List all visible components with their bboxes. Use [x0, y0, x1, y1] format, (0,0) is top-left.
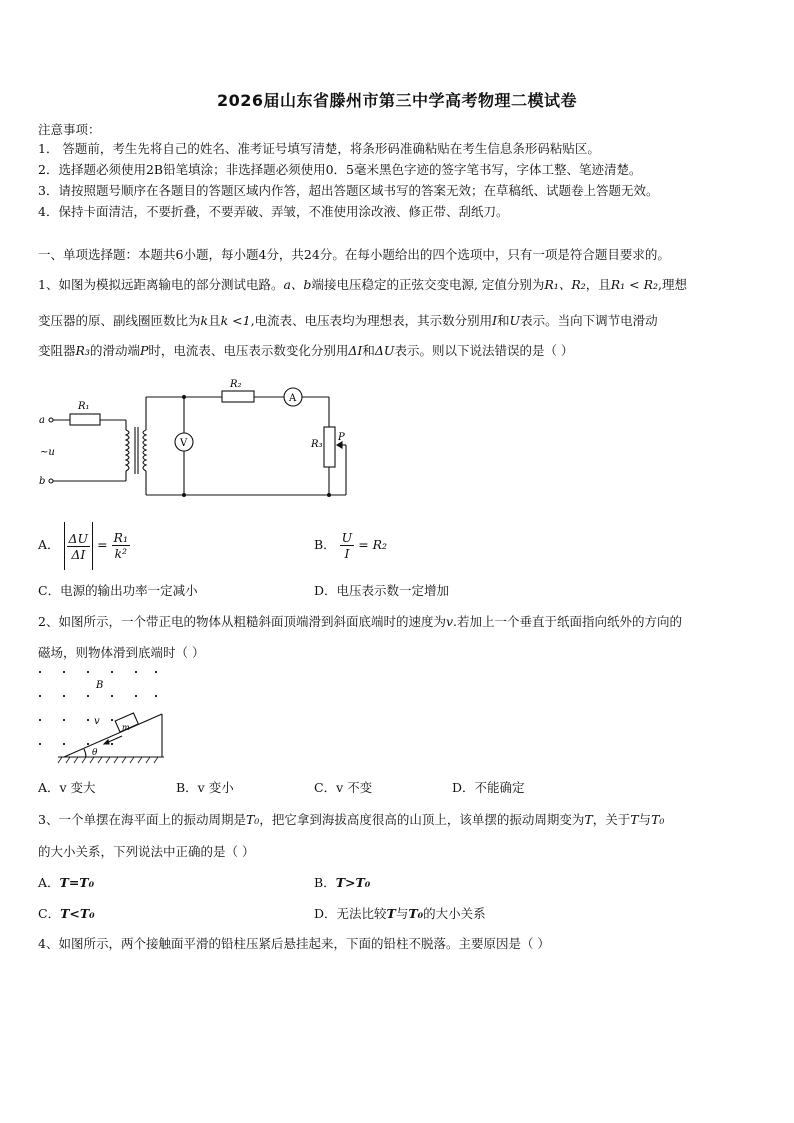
field-dot — [63, 695, 65, 697]
field-dot — [111, 743, 113, 745]
q1-line-2: 变压器的原、副线圈匝数比为k且k <1,电流表、电压表均为理想表，其示数分别用I和U表示。当向下调节电滑动 — [38, 313, 658, 328]
field-dot — [39, 671, 41, 673]
q1-option-d[interactable]: D．电压表示数一定增加 — [314, 583, 450, 598]
q2-line-2: 磁场，则物体滑到底端时（ ） — [38, 645, 205, 660]
field-dot — [87, 743, 89, 745]
q1-option-c[interactable]: C．电源的输出功率一定减小 — [38, 583, 198, 598]
q3-option-a[interactable]: A．T=T₀ — [38, 875, 95, 890]
q2-option-b[interactable]: B．v 变小 — [176, 780, 234, 795]
notice-item-3: 3．请按照题号顺序在各题目的答题区域内作答，超出答题区域书写的答案无效；在草稿纸、试题卷上答题无效。 — [38, 183, 659, 198]
field-dot — [135, 695, 137, 697]
label-v: v — [94, 716, 100, 727]
field-dot — [39, 719, 41, 721]
field-dot — [63, 743, 65, 745]
q2-option-a[interactable]: A．v 变大 — [38, 780, 96, 795]
field-dot — [87, 671, 89, 673]
label-b: b — [39, 476, 46, 487]
q1-option-a[interactable]: A． $\frac{\Delta U}{\Delta I}$ = $\frac{\text{R₁}}{\text{k²}}$ — [38, 521, 130, 569]
field-dot — [87, 719, 89, 721]
notice-item-4: 4．保持卡面清洁，不要折叠，不要弄破、弄皱，不准使用涂改液、修正带、刮纸刀。 — [38, 204, 509, 219]
field-dot — [39, 743, 41, 745]
field-dot — [63, 671, 65, 673]
section-heading: 一、单项选择题：本题共6小题，每小题4分，共24分。在每小题给出的四个选项中，只有一项是符合题目要求的。 — [38, 247, 670, 262]
q2-option-d[interactable]: D．不能确定 — [452, 780, 525, 795]
label-R3: R₃ — [311, 439, 323, 450]
q3-option-c[interactable]: C．T<T₀ — [38, 906, 95, 921]
q2-line-1: 2、如图所示，一个带正电的物体从粗糙斜面顶端滑到斜面底端时的速度为v.若加上一个垂直于纸面指向纸外的方向的 — [38, 614, 683, 629]
page-title: 2026届山东省滕州市第三中学高考物理二模试卷 — [216, 91, 578, 110]
label-R1: R₁ — [78, 401, 90, 412]
q1-line-1: 1、如图为模拟远距离输电的部分测试电路。a、b端接电压稳定的正弦交变电源, 定值分别为R₁、R₂，且R₁ < R₂,理想 — [38, 277, 688, 292]
field-dot — [111, 695, 113, 697]
q3-line-2: 的大小关系，下列说法中正确的是（ ） — [38, 844, 255, 859]
label-P: P — [338, 432, 345, 443]
label-R2: R₂ — [230, 379, 242, 390]
field-dot — [135, 671, 137, 673]
q2-option-c[interactable]: C．v 不变 — [314, 780, 373, 795]
q3-line-1: 3、一个单摆在海平面上的振动周期是T₀，把它拿到海拔高度很高的山顶上，该单摆的振动周期变为T，关于T与T₀ — [38, 812, 665, 827]
field-dot — [111, 719, 113, 721]
ammeter-label: A — [289, 393, 297, 404]
notice-item-1: 1． 答题前，考生先将自己的姓名、准考证号填写清楚，将条形码准确粘贴在考生信息条形码粘贴区。 — [38, 141, 600, 156]
voltmeter-label: V — [180, 438, 188, 449]
field-dot — [63, 719, 65, 721]
field-dot — [155, 695, 157, 697]
label-B: B — [96, 680, 104, 691]
field-dot — [39, 695, 41, 697]
q2-incline-diagram — [34, 664, 174, 774]
q3-option-b[interactable]: B．T>T₀ — [314, 875, 371, 890]
notice-heading: 注意事项： — [38, 122, 101, 137]
label-theta: θ — [92, 748, 98, 758]
label-u: ~u — [40, 447, 55, 458]
q1-option-b[interactable]: B． $\frac{U}{I}$ = R₂ — [314, 530, 388, 561]
field-dot — [155, 671, 157, 673]
q3-option-d[interactable]: D．无法比较T与T₀的大小关系 — [314, 906, 486, 921]
label-m: m — [122, 723, 130, 732]
q1-line-3: 变阻器R₃的滑动端P时，电流表、电压表示数变化分别用ΔI和ΔU表示。则以下说法错误的是（ ） — [38, 343, 574, 358]
q1-circuit-diagram — [36, 375, 376, 505]
label-a: a — [39, 415, 45, 426]
field-dot — [87, 695, 89, 697]
q4-line-1: 4、如图所示，两个接触面平滑的铅柱压紧后悬挂起来，下面的铅柱不脱落。主要原因是（ ） — [38, 936, 550, 951]
notice-item-2: 2．选择题必须使用2B铅笔填涂；非选择题必须使用0．5毫米黑色字迹的签字笔书写，字体工整、笔迹清楚。 — [38, 162, 642, 177]
field-dot — [111, 671, 113, 673]
